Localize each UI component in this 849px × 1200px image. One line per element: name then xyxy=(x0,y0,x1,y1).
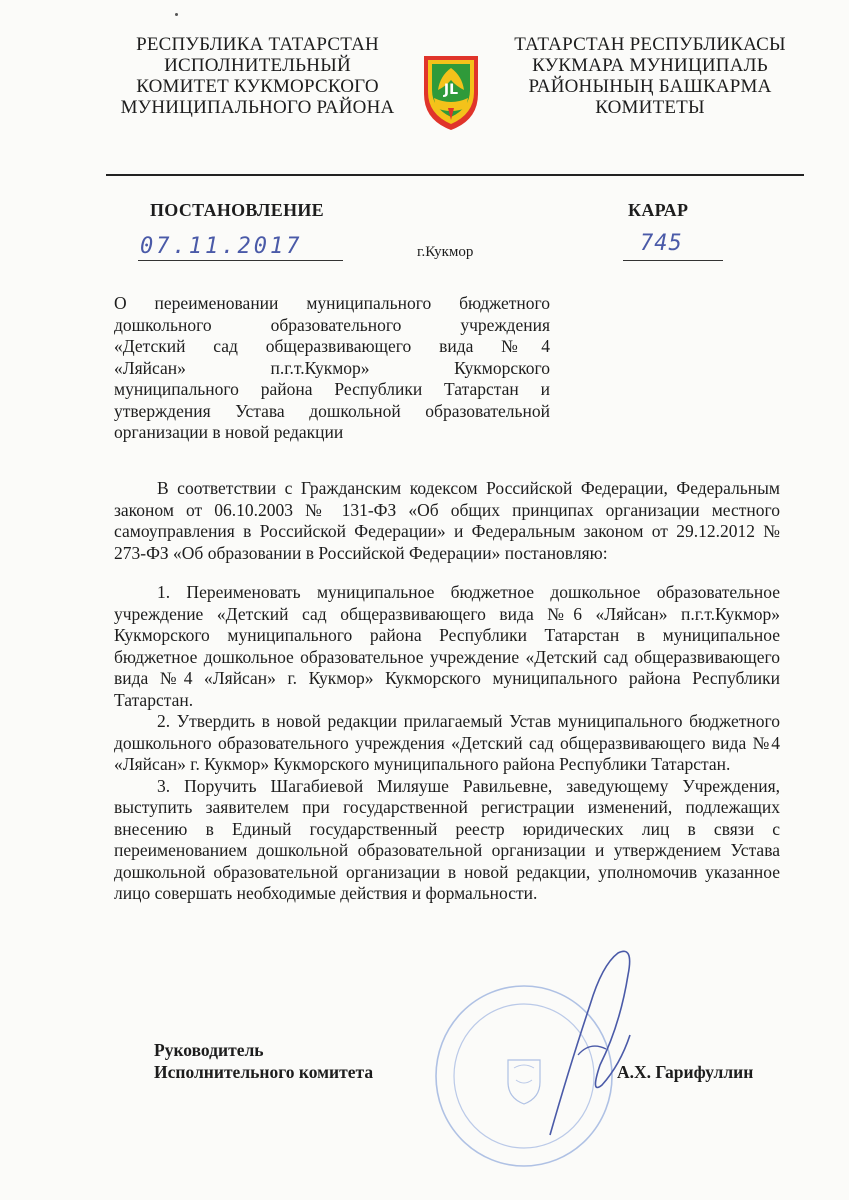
header-left-line: КОМИТЕТ КУКМОРСКОГО xyxy=(136,76,379,97)
handwritten-number: 745 xyxy=(640,231,683,256)
resolution-item-1: 1. Переименовать муниципальное бюджетное дошкольное образовательное учреждение «Детский сад общеразвивающего вида №6 «Ляйсан» п.г.т.Кукмор» Кукморского муниципального района Республики Татарстан в муниципальное бюджетное дошкольное образовательное учреждение «Детский сад общеразвивающего вида №4 «Ляйсан» г. Кукмор» Кукморского муниципального района Республики Татарстан. xyxy=(114,582,780,710)
header-divider xyxy=(106,174,804,176)
header-right-line: КОМИТЕТЫ xyxy=(595,97,705,118)
subject-line: О переименовании муниципального бюджетного xyxy=(114,293,550,313)
scan-speck xyxy=(175,13,178,16)
header-right-tt xyxy=(500,34,800,118)
number-underline xyxy=(623,260,723,261)
handwritten-date: 07.11.2017 xyxy=(140,234,303,259)
header-left-line: РЕСПУБЛИКА ТАТАРСТАН xyxy=(136,34,379,55)
preamble-paragraph: В соответствии с Гражданским кодексом Российской Федерации, Федеральным законом от 06.10.2003 № 131-ФЗ «Об общих принципах организации местного самоуправления в Российской Федерации» и Федеральным законом от 29.12.2012 № 273-ФЗ «Об образовании в Российской Федерации» постановляю: xyxy=(114,478,780,563)
handwritten-signature-icon xyxy=(530,945,650,1145)
signatory-title xyxy=(154,1040,373,1083)
resolution-item-2: 2. Утвердить в новой редакции прилагаемый Устав муниципального бюджетного дошкольного образовательного учреждения «Детский сад общеразвивающего вида №4 «Ляйсан» г. Кукмор» Кукморского муниципального района Республики Татарстан. xyxy=(114,711,780,774)
svg-text:JL: JL xyxy=(443,82,459,98)
resolution-body xyxy=(114,478,780,905)
header-right-line: КУКМАРА МУНИЦИПАЛЬ xyxy=(532,55,768,76)
subject-line: «Детский сад общеразвивающего вида №4 xyxy=(114,336,550,356)
doc-type-ru: ПОСТАНОВЛЕНИЕ xyxy=(150,200,324,220)
header-right-line: ТАТАРСТАН РЕСПУБЛИКАСЫ xyxy=(514,34,786,55)
header-right-line: РАЙОНЫНЫҢ БАШКАРМА xyxy=(528,76,772,97)
header-left-ru xyxy=(105,34,410,118)
subject-line: дошкольного образовательного учреждения xyxy=(114,314,550,335)
signatory-name: А.Х. Гарифуллин xyxy=(617,1062,754,1082)
city-label: г.Кукмор xyxy=(417,244,474,260)
coat-of-arms-icon xyxy=(418,50,484,132)
resolution-item-3: 3. Поручить Шагабиевой Миляуше Равильевне, заведующему Учреждения, выступить заявителем при государственной регистрации изменений, подлежащих внесению в Единый государственный реестр юридических лиц в связи с переименованием дошкольной образовательной организации и утверждением Устава дошкольной образовательной организации в новой редакции, уполномочив указанное лицо совершать необходимые действия и формальности. xyxy=(114,775,780,903)
subject-line: организации в новой редакции xyxy=(114,422,344,442)
subject-line: «Ляйсан» п.г.т.Кукмор» Кукморского xyxy=(114,357,550,378)
header-left-line: МУНИЦИПАЛЬНОГО РАЙОНА xyxy=(120,97,395,118)
subject-line: утверждения Устава дошкольной образовательной xyxy=(114,400,550,421)
header-left-line: ИСПОЛНИТЕЛЬНЫЙ xyxy=(164,55,351,76)
subject-line: муниципального района Республики Татарстан и xyxy=(114,379,550,399)
resolution-subject xyxy=(114,293,550,444)
signatory-title-line: Руководитель xyxy=(154,1040,264,1060)
date-underline xyxy=(138,260,343,261)
doc-type-tt: КАРАР xyxy=(628,200,689,220)
signatory-title-line: Исполнительного комитета xyxy=(154,1061,374,1082)
